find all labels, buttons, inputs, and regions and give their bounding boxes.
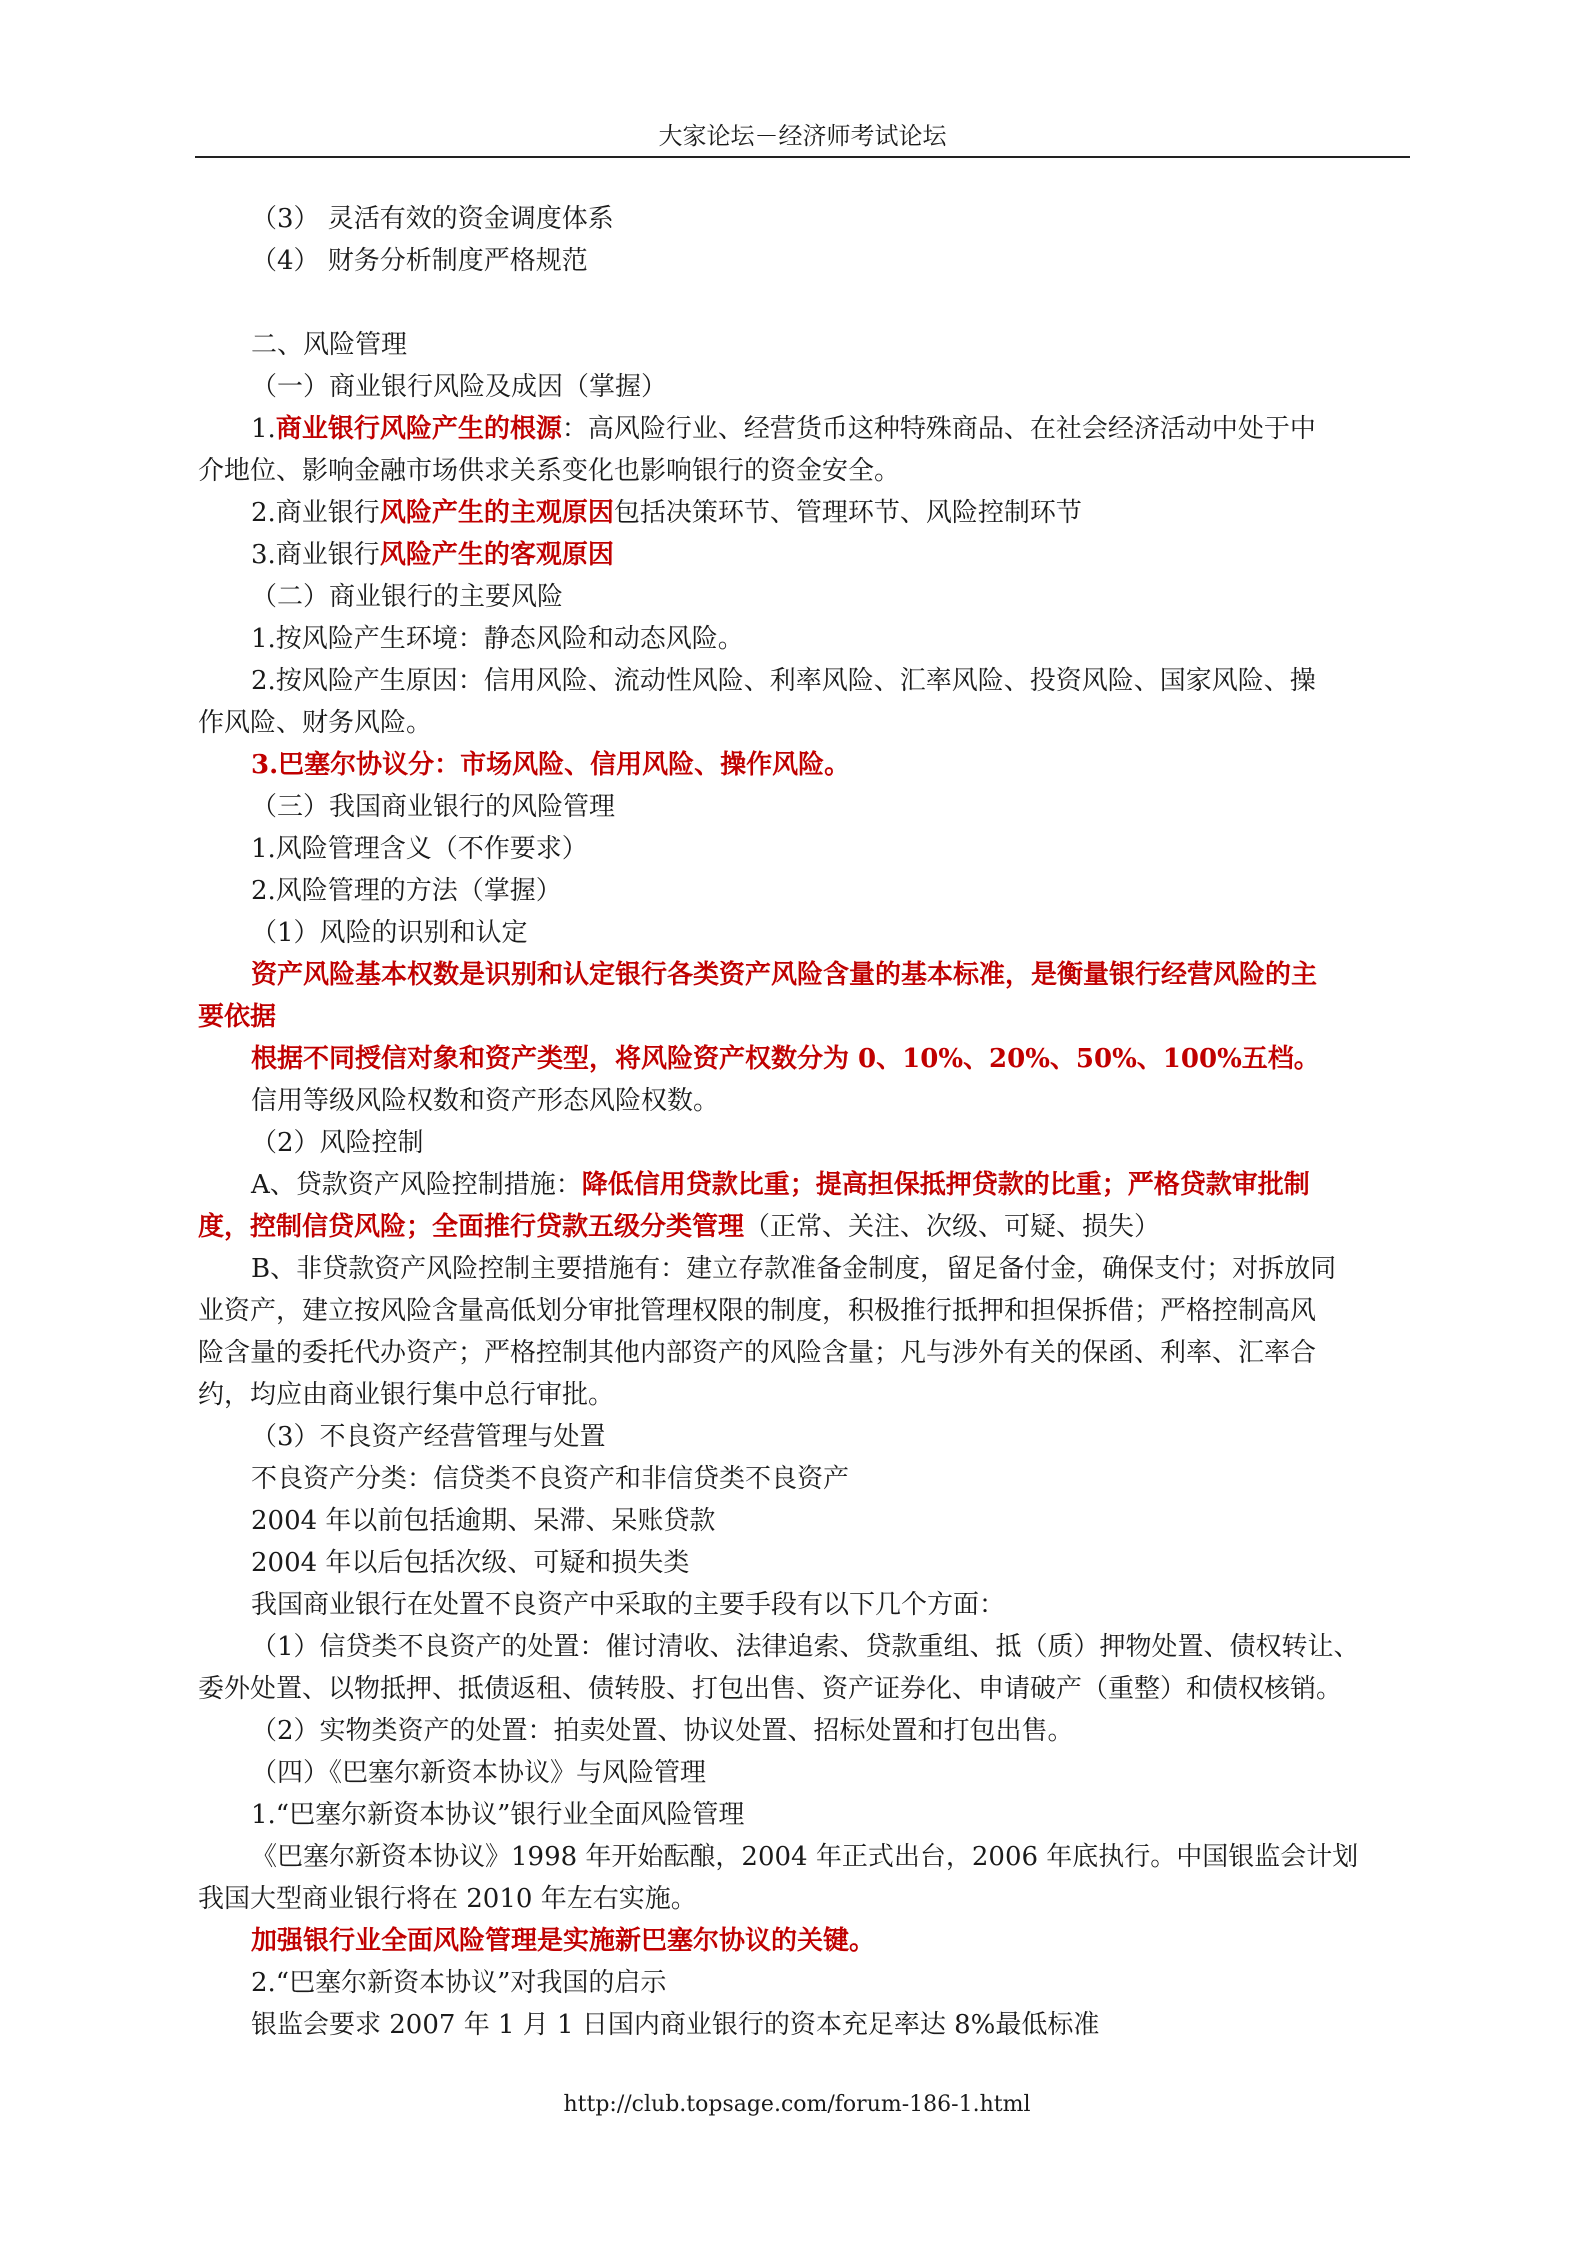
- text-line: [198, 954, 1408, 996]
- blank-line: [198, 282, 1408, 324]
- highlighted-text: 度，控制信贷风险；全面推行贷款五级分类管理: [198, 1212, 745, 1242]
- text-segment: 银监会要求 2007 年 1 月 1 日国内商业银行的资本充足率达 8%最低标准: [251, 2010, 1100, 2040]
- text-line: [198, 1374, 1408, 1416]
- text-segment: 1.按风险产生环境：静态风险和动态风险。: [251, 624, 744, 654]
- document-body: [198, 198, 1408, 2046]
- text-segment: 2.风险管理的方法（掌握）: [251, 876, 562, 906]
- text-segment: 作风险、财务风险。: [198, 708, 433, 738]
- text-segment: （4） 财务分析制度严格规范: [251, 246, 588, 276]
- text-segment: （2）风险控制: [251, 1128, 424, 1158]
- text-segment: 2.按风险产生原因：信用风险、流动性风险、利率风险、汇率风险、投资风险、国家风险、操: [251, 666, 1316, 696]
- text-line: [198, 1710, 1408, 1752]
- text-line: [198, 744, 1408, 786]
- text-segment: 2004 年以前包括逾期、呆滞、呆账贷款: [251, 1506, 716, 1536]
- text-segment: （1）风险的识别和认定: [251, 918, 528, 948]
- text-line: [198, 1794, 1408, 1836]
- text-line: [198, 618, 1408, 660]
- text-line: [198, 1248, 1408, 1290]
- highlighted-text: 资产风险基本权数是识别和认定银行各类资产风险含量的基本标准，是衡量银行经营风险的主: [251, 960, 1318, 990]
- text-line: [198, 828, 1408, 870]
- text-line: [198, 1836, 1408, 1878]
- text-line: [198, 408, 1408, 450]
- text-line: [198, 1164, 1408, 1206]
- text-segment: A、贷款资产风险控制措施：: [251, 1170, 582, 1200]
- text-segment: 1.风险管理含义（不作要求）: [251, 834, 588, 864]
- text-segment: （3） 灵活有效的资金调度体系: [251, 204, 614, 234]
- text-segment: （一）商业银行风险及成因（掌握）: [251, 372, 668, 402]
- text-line: [198, 450, 1408, 492]
- page-footer: [0, 2092, 1594, 2117]
- text-segment: 不良资产分类：信贷类不良资产和非信贷类不良资产: [251, 1464, 850, 1494]
- footer-url: http://club.topsage.com/forum-186-1.html: [563, 2092, 1031, 2117]
- text-line: [198, 1542, 1408, 1584]
- header-title: 大家论坛－经济师考试论坛: [658, 122, 947, 150]
- text-segment: B、非贷款资产风险控制主要措施有：建立存款准备金制度，留足备付金，确保支付；对拆放同: [251, 1254, 1337, 1284]
- text-line: [198, 324, 1408, 366]
- text-line: [198, 492, 1408, 534]
- text-segment: 包括决策环节、管理环节、风险控制环节: [613, 498, 1082, 528]
- text-line: [198, 366, 1408, 408]
- text-line: [198, 1416, 1408, 1458]
- text-segment: 业资产，建立按风险含量高低划分审批管理权限的制度，积极推行抵押和担保拆借；严格控制高风: [198, 1296, 1317, 1326]
- text-segment: （正常、关注、次级、可疑、损失）: [744, 1212, 1161, 1242]
- text-segment: （四）《巴塞尔新资本协议》与风险管理: [251, 1758, 707, 1788]
- text-segment: （1）信贷类不良资产的处置：催讨清收、法律追索、贷款重组、抵（质）押物处置、债权转让、: [251, 1632, 1360, 1662]
- text-line: [198, 660, 1408, 702]
- text-segment: 二、风险管理: [251, 330, 408, 360]
- text-line: [198, 1458, 1408, 1500]
- text-line: [198, 1038, 1408, 1080]
- text-segment: （2）实物类资产的处置：拍卖处置、协议处置、招标处置和打包出售。: [251, 1716, 1074, 1746]
- text-segment: 约，均应由商业银行集中总行审批。: [198, 1380, 615, 1410]
- text-line: [198, 1584, 1408, 1626]
- highlighted-text: 商业银行风险产生的根源: [275, 414, 562, 444]
- text-line: [198, 534, 1408, 576]
- page-header: [195, 116, 1410, 158]
- text-line: [198, 198, 1408, 240]
- text-line: [198, 1500, 1408, 1542]
- text-line: [198, 786, 1408, 828]
- text-segment: 2004 年以后包括次级、可疑和损失类: [251, 1548, 690, 1578]
- text-line: [198, 1206, 1408, 1248]
- text-line: [198, 1080, 1408, 1122]
- text-segment: 险含量的委托代办资产；严格控制其他内部资产的风险含量；凡与涉外有关的保函、利率、汇率合: [198, 1338, 1317, 1368]
- text-line: [198, 870, 1408, 912]
- text-line: [198, 1122, 1408, 1164]
- text-line: [198, 912, 1408, 954]
- text-line: [198, 240, 1408, 282]
- text-segment: ：高风险行业、经营货币这种特殊商品、在社会经济活动中处于中: [561, 414, 1316, 444]
- text-segment: 我国商业银行在处置不良资产中采取的主要手段有以下几个方面：: [251, 1590, 1006, 1620]
- text-line: [198, 1962, 1408, 2004]
- highlighted-text: 风险产生的主观原因: [379, 498, 614, 528]
- text-segment: 2.商业银行: [251, 498, 380, 528]
- text-line: [198, 2004, 1408, 2046]
- text-line: [198, 1290, 1408, 1332]
- text-segment: 委外处置、以物抵押、抵债返租、债转股、打包出售、资产证券化、申请破产（重整）和债权核销。: [198, 1674, 1343, 1704]
- highlighted-text: 降低信用贷款比重；提高担保抵押贷款的比重；严格贷款审批制: [581, 1170, 1310, 1200]
- highlighted-text: 风险产生的客观原因: [379, 540, 614, 570]
- text-segment: 信用等级风险权数和资产形态风险权数。: [251, 1086, 720, 1116]
- text-segment: 我国大型商业银行将在 2010 年左右实施。: [198, 1884, 697, 1914]
- text-segment: 1.“巴塞尔新资本协议”银行业全面风险管理: [251, 1800, 745, 1830]
- text-segment: 《巴塞尔新资本协议》1998 年开始酝酿，2004 年正式出台，2006 年底执行。中国银监会计划: [251, 1842, 1359, 1872]
- text-line: [198, 996, 1408, 1038]
- text-segment: （二）商业银行的主要风险: [251, 582, 564, 612]
- highlighted-text: 加强银行业全面风险管理是实施新巴塞尔协议的关键。: [251, 1926, 876, 1956]
- text-segment: 介地位、影响金融市场供求关系变化也影响银行的资金安全。: [198, 456, 901, 486]
- text-segment: （三）我国商业银行的风险管理: [251, 792, 616, 822]
- highlighted-text: 3.巴塞尔协议分：市场风险、信用风险、操作风险。: [251, 750, 851, 780]
- text-line: [198, 1626, 1408, 1668]
- highlighted-text: 根据不同授信对象和资产类型，将风险资产权数分为 0、10%、20%、50%、100%五档。: [251, 1044, 1320, 1074]
- text-segment: （3）不良资产经营管理与处置: [251, 1422, 606, 1452]
- text-line: [198, 1752, 1408, 1794]
- text-line: [198, 702, 1408, 744]
- text-line: [198, 1920, 1408, 1962]
- text-segment: 3.商业银行: [251, 540, 380, 570]
- highlighted-text: 要依据: [198, 1002, 277, 1032]
- text-line: [198, 576, 1408, 618]
- text-segment: 2.“巴塞尔新资本协议”对我国的启示: [251, 1968, 667, 1998]
- text-segment: 1.: [251, 414, 276, 444]
- text-line: [198, 1332, 1408, 1374]
- text-line: [198, 1668, 1408, 1710]
- text-line: [198, 1878, 1408, 1920]
